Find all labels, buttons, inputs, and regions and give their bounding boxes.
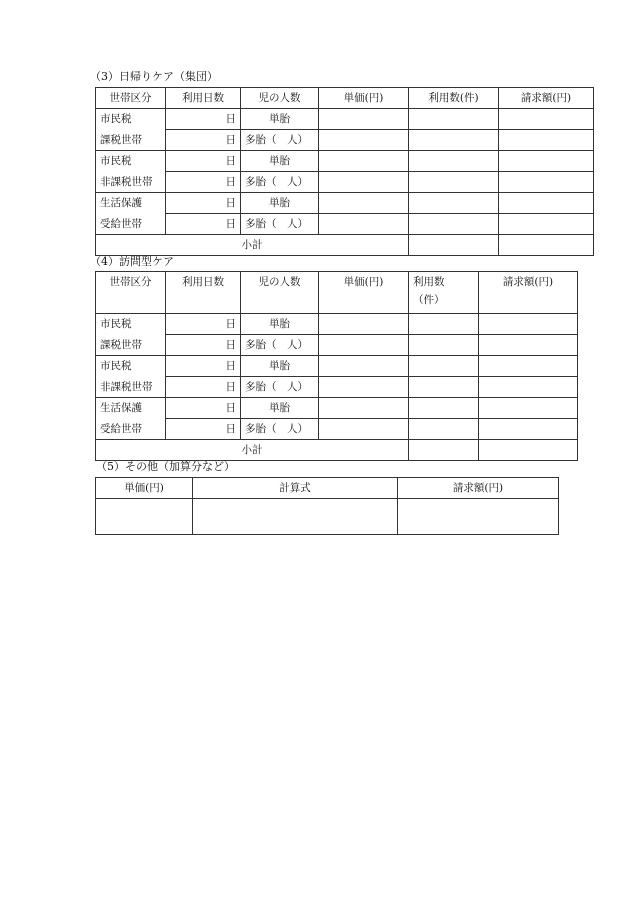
usage-count-cell[interactable] [409, 377, 479, 398]
subtotal-row [96, 440, 578, 461]
header-unit-price: 単価(円) [319, 272, 409, 314]
subtotal-label: 小計 [96, 440, 409, 461]
children-single: 単胎 [241, 151, 319, 172]
household-label: 課税世帯 [96, 130, 166, 151]
days-cell[interactable]: 日 [166, 419, 241, 440]
amount-cell[interactable] [479, 314, 578, 335]
section3-table [95, 87, 594, 256]
header-household: 世帯区分 [96, 88, 166, 109]
amount-cell[interactable] [479, 377, 578, 398]
children-multiple[interactable]: 多胎（ 人） [241, 172, 319, 193]
table-row [96, 193, 594, 214]
unit-price-cell[interactable] [319, 377, 409, 398]
children-single: 単胎 [241, 193, 319, 214]
household-label: 非課税世帯 [96, 377, 166, 398]
table-row [96, 151, 594, 172]
unit-price-cell[interactable] [319, 356, 409, 377]
table-row [96, 214, 594, 235]
days-cell[interactable]: 日 [166, 335, 241, 356]
table-row [96, 398, 578, 419]
days-cell[interactable]: 日 [166, 172, 241, 193]
unit-price-cell[interactable] [319, 151, 409, 172]
children-single: 単胎 [241, 109, 319, 130]
amount-cell[interactable] [479, 398, 578, 419]
household-label: 市民税 [96, 109, 166, 130]
amount-cell[interactable] [479, 335, 578, 356]
usage-count-cell[interactable] [409, 314, 479, 335]
children-multiple[interactable]: 多胎（ 人） [241, 130, 319, 151]
unit-price-cell[interactable] [319, 109, 409, 130]
subtotal-amount-cell[interactable] [499, 235, 594, 256]
days-cell[interactable]: 日 [166, 214, 241, 235]
usage-count-cell[interactable] [409, 172, 499, 193]
usage-count-cell[interactable] [409, 214, 499, 235]
usage-count-cell[interactable] [409, 335, 479, 356]
table-row [96, 356, 578, 377]
amount-cell[interactable] [479, 419, 578, 440]
header-unit-price: 単価(円) [319, 88, 409, 109]
header-usage-count-label: 利用数 [413, 276, 445, 288]
unit-price-cell[interactable] [319, 314, 409, 335]
header-children: 児の人数 [241, 272, 319, 314]
section5-table [95, 477, 559, 535]
formula-cell[interactable] [193, 499, 398, 535]
table-header-row [96, 88, 594, 109]
household-label: 市民税 [96, 151, 166, 172]
subtotal-count-cell[interactable] [409, 440, 479, 461]
header-days: 利用日数 [166, 272, 241, 314]
amount-cell[interactable] [479, 356, 578, 377]
household-label: 生活保護 [96, 193, 166, 214]
days-cell[interactable]: 日 [166, 314, 241, 335]
household-label: 生活保護 [96, 398, 166, 419]
children-multiple[interactable]: 多胎（ 人） [241, 419, 319, 440]
table-row [96, 377, 578, 398]
table-row [96, 419, 578, 440]
children-single: 単胎 [241, 314, 319, 335]
unit-price-cell[interactable] [319, 335, 409, 356]
subtotal-count-cell[interactable] [409, 235, 499, 256]
header-usage-count: 利用数(件) [409, 88, 499, 109]
amount-cell[interactable] [499, 151, 594, 172]
header-days: 利用日数 [166, 88, 241, 109]
table-header-row [96, 272, 578, 314]
subtotal-row [96, 235, 594, 256]
household-label: 非課税世帯 [96, 172, 166, 193]
table-row [96, 335, 578, 356]
section5-title: （5）その他（加算分など） [96, 460, 235, 473]
unit-price-cell[interactable] [319, 398, 409, 419]
header-usage-count-unit: （件） [413, 294, 445, 306]
header-usage-count [409, 272, 479, 314]
header-amount: 請求額(円) [398, 478, 559, 499]
usage-count-cell[interactable] [409, 193, 499, 214]
header-formula: 計算式 [193, 478, 398, 499]
table-row [96, 130, 594, 151]
usage-count-cell[interactable] [409, 109, 499, 130]
header-amount: 請求額(円) [499, 88, 594, 109]
usage-count-cell[interactable] [409, 356, 479, 377]
household-label: 課税世帯 [96, 335, 166, 356]
unit-price-cell[interactable] [319, 193, 409, 214]
usage-count-cell[interactable] [409, 151, 499, 172]
header-household: 世帯区分 [96, 272, 166, 314]
days-cell[interactable]: 日 [166, 398, 241, 419]
table-row [96, 109, 594, 130]
children-multiple[interactable]: 多胎（ 人） [241, 335, 319, 356]
table-row [96, 314, 578, 335]
days-cell[interactable]: 日 [166, 151, 241, 172]
subtotal-label: 小計 [96, 235, 409, 256]
table-row [96, 499, 559, 535]
amount-cell[interactable] [499, 172, 594, 193]
days-cell[interactable]: 日 [166, 130, 241, 151]
section4-title: （4）訪問型ケア [90, 255, 174, 268]
usage-count-cell[interactable] [409, 398, 479, 419]
amount-cell[interactable] [499, 193, 594, 214]
days-cell[interactable]: 日 [166, 109, 241, 130]
section4-table [95, 271, 578, 461]
usage-count-cell[interactable] [409, 130, 499, 151]
header-amount: 請求額(円) [479, 272, 578, 314]
children-single: 単胎 [241, 356, 319, 377]
section3-title: （3）日帰りケア（集団） [90, 70, 218, 83]
household-label: 受給世帯 [96, 214, 166, 235]
header-children: 児の人数 [241, 88, 319, 109]
amount-cell[interactable] [499, 109, 594, 130]
usage-count-cell[interactable] [409, 419, 479, 440]
unit-price-cell[interactable] [96, 499, 193, 535]
amount-cell[interactable] [499, 214, 594, 235]
household-label: 市民税 [96, 356, 166, 377]
household-label: 市民税 [96, 314, 166, 335]
days-cell[interactable]: 日 [166, 193, 241, 214]
amount-cell[interactable] [398, 499, 559, 535]
children-single: 単胎 [241, 398, 319, 419]
unit-price-cell[interactable] [319, 419, 409, 440]
days-cell[interactable]: 日 [166, 356, 241, 377]
children-multiple[interactable]: 多胎（ 人） [241, 377, 319, 398]
table-header-row [96, 478, 559, 499]
unit-price-cell[interactable] [319, 130, 409, 151]
unit-price-cell[interactable] [319, 214, 409, 235]
header-unit-price: 単価(円) [96, 478, 193, 499]
table-row [96, 172, 594, 193]
children-multiple[interactable]: 多胎（ 人） [241, 214, 319, 235]
household-label: 受給世帯 [96, 419, 166, 440]
unit-price-cell[interactable] [319, 172, 409, 193]
days-cell[interactable]: 日 [166, 377, 241, 398]
amount-cell[interactable] [499, 130, 594, 151]
subtotal-amount-cell[interactable] [479, 440, 578, 461]
